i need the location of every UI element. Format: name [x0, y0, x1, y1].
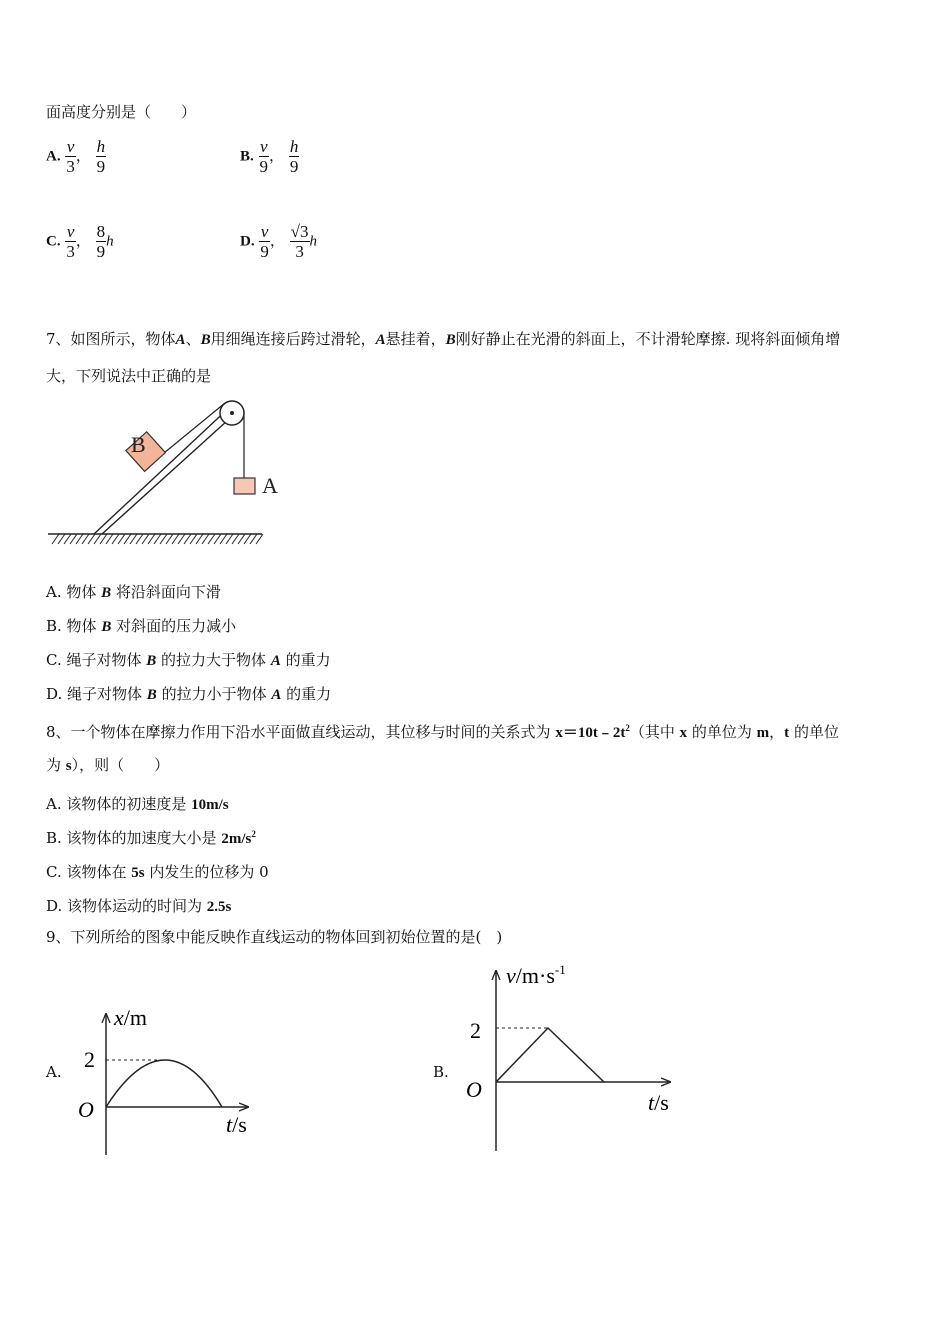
fraction: $\frac{v}{9}$	[260, 222, 269, 261]
origin-label: O	[78, 1097, 94, 1122]
q6-option-c: C. $\frac{v}{3}$ ， $\frac{8}{9}$ h	[46, 222, 114, 261]
fraction: $\frac{√3}{3}$	[290, 222, 309, 261]
hatch-stroke	[250, 534, 257, 544]
q9-stem: 9、下列所给的图象中能反映作直线运动的物体回到初始位置的是( )	[46, 928, 503, 946]
x-axis-label: t/s	[226, 1112, 247, 1137]
hatch-stroke	[202, 534, 209, 544]
graph-b-label: B.	[433, 1063, 449, 1081]
peak-value-label: 2	[84, 1047, 95, 1072]
label-a: A	[262, 473, 278, 498]
hatch-stroke	[88, 534, 95, 544]
displacement-curve	[106, 1060, 222, 1107]
hatch-stroke	[166, 534, 173, 544]
y-axis-label: $v/m\cdot s^{-1}$	[506, 962, 566, 988]
q6-option-b: B. $\frac{v}{9}$ ， $\frac{h}{9}$	[240, 137, 299, 176]
hatch-stroke	[76, 534, 83, 544]
q8-option-c: C. 该物体在 5s 内发生的位移为 0	[46, 863, 269, 881]
hatch-stroke	[208, 534, 215, 544]
q7-option-c: C. 绳子对物体 B 的拉力大于物体 A 的重力	[46, 651, 331, 669]
q7-stem-line1: 7、如图所示，物体A、B用细绳连接后跨过滑轮，A悬挂着，B刚好静止在光滑的斜面上，不计滑轮摩擦. 现将斜面倾角增	[46, 330, 841, 348]
hatch-stroke	[112, 534, 119, 544]
hatch-stroke	[238, 534, 245, 544]
label-b: B	[131, 432, 146, 457]
incline-surface-outer	[94, 405, 232, 534]
hatch-stroke	[124, 534, 131, 544]
q6-option-a: A. $\frac{v}{3}$ ， $\frac{h}{9}$	[46, 137, 106, 176]
velocity-line	[496, 1028, 604, 1082]
option-label: C.	[46, 233, 61, 250]
q8-stem-line1: 8、一个物体在摩擦力作用下沿水平面做直线运动，其位移与时间的关系式为 $x=10t﹣2t^2$（其中 x 的单位为 m，t 的单位	[46, 723, 839, 741]
option-label: A.	[46, 148, 61, 165]
hatch-stroke	[136, 534, 143, 544]
q6-option-d: D. $\frac{v}{9}$ ， $\frac{√3}{3}$ h	[240, 222, 318, 261]
fraction: $\frac{v}{3}$	[66, 137, 75, 176]
q8-stem-line2: 为 s），则（ ）	[46, 756, 170, 774]
q6-stem-tail: 面高度分别是（ ）	[46, 103, 197, 121]
fraction: $\frac{v}{9}$	[259, 137, 269, 176]
fraction: $\frac{v}{3}$	[66, 222, 75, 261]
y-axis-label: x/m	[114, 1005, 147, 1030]
hatch-stroke	[52, 534, 59, 544]
rope-incline	[164, 403, 225, 453]
hatch-stroke	[142, 534, 149, 544]
q8-option-d: D. 该物体运动的时间为 2.5s	[46, 897, 232, 915]
hatch-stroke	[190, 534, 197, 544]
hatch-stroke	[82, 534, 89, 544]
fraction: $\frac{h}{9}$	[289, 137, 299, 176]
peak-value-label: 2	[470, 1018, 481, 1043]
graph-b-vt	[460, 958, 690, 1158]
q8-option-a: A. 该物体的初速度是 10m/s	[46, 795, 229, 813]
incline-surface-inner	[102, 411, 238, 534]
ground-hatch	[48, 534, 263, 544]
option-label: D.	[240, 233, 255, 250]
hatch-stroke	[70, 534, 77, 544]
hatch-stroke	[178, 534, 185, 544]
hatch-stroke	[172, 534, 179, 544]
hatch-stroke	[94, 534, 101, 544]
block-a	[234, 478, 255, 494]
hatch-stroke	[226, 534, 233, 544]
option-label: B.	[240, 148, 254, 165]
q7-option-b: B. 物体 B 对斜面的压力减小	[46, 617, 237, 635]
hatch-stroke	[196, 534, 203, 544]
hatch-stroke	[118, 534, 125, 544]
hatch-stroke	[244, 534, 251, 544]
hatch-stroke	[64, 534, 71, 544]
hatch-stroke	[160, 534, 167, 544]
hatch-stroke	[58, 534, 65, 544]
hatch-stroke	[154, 534, 161, 544]
pulley-axle	[230, 411, 234, 415]
origin-label: O	[466, 1077, 482, 1102]
q7-incline-figure	[44, 395, 284, 551]
fraction: $\frac{h}{9}$	[96, 137, 106, 176]
hatch-stroke	[220, 534, 227, 544]
q7-stem-line2: 大，下列说法中正确的是	[46, 367, 212, 385]
q7-option-a: A. 物体 B 将沿斜面向下滑	[46, 583, 221, 601]
fraction: $\frac{8}{9}$	[96, 222, 106, 261]
hatch-stroke	[130, 534, 137, 544]
hatch-stroke	[184, 534, 191, 544]
hatch-stroke	[256, 534, 263, 544]
hatch-stroke	[148, 534, 155, 544]
graph-a-label: A.	[46, 1063, 62, 1081]
hatch-stroke	[214, 534, 221, 544]
graph-a-xt	[70, 1000, 270, 1160]
x-axis-label: t/s	[648, 1090, 669, 1115]
q8-option-b: B. 该物体的加速度大小是 $2m/s^2$	[46, 829, 256, 847]
hatch-stroke	[100, 534, 107, 544]
q7-option-d: D. 绳子对物体 B 的拉力小于物体 A 的重力	[46, 685, 332, 703]
hatch-stroke	[232, 534, 239, 544]
hatch-stroke	[106, 534, 113, 544]
